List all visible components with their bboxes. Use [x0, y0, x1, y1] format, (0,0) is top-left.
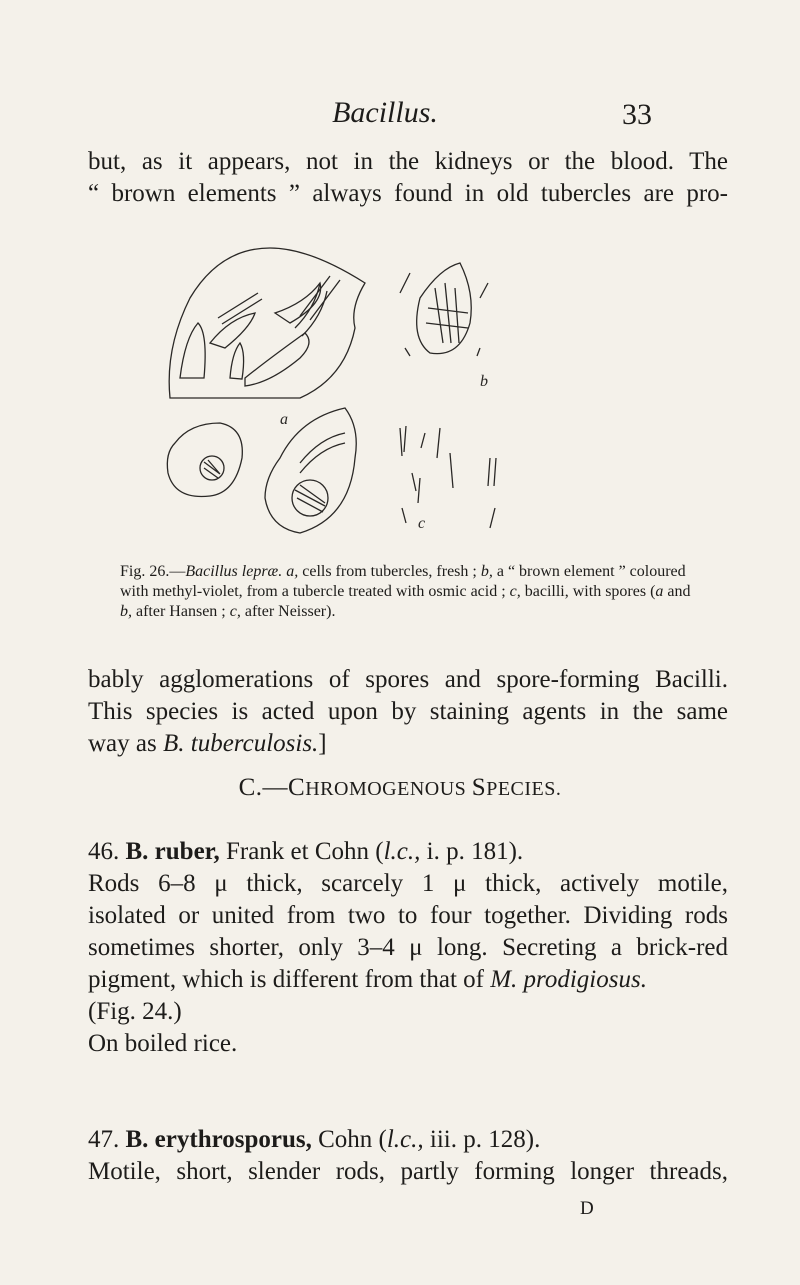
- text-line: bably agglomerations of spores and spore-forming Bacilli.: [88, 666, 728, 693]
- figure-reference: (Fig. 24.): [88, 998, 182, 1025]
- entry-number: 47.: [88, 1126, 126, 1153]
- signature-mark: D: [580, 1198, 594, 1219]
- text-line: [88, 964, 728, 996]
- caption-fig-number: Fig. 26.—: [120, 563, 186, 580]
- entry-author: Frank et Cohn (: [219, 838, 384, 865]
- caption-text: cells from tubercles, fresh ;: [298, 563, 481, 580]
- text-line: sometimes shorter, only 3–4 μ long. Secreting a brick-red: [88, 934, 728, 961]
- caption-key-b: b,: [120, 603, 132, 620]
- figure-label-c: c: [418, 515, 426, 532]
- figure-illustration: [150, 228, 590, 548]
- cell-inner: [245, 333, 309, 386]
- caption-key-c: c,: [509, 583, 521, 600]
- species-name: M. prodigiosus.: [490, 966, 647, 993]
- caption-key-c: c,: [229, 603, 241, 620]
- entry-species-name: B. ruber,: [125, 838, 220, 865]
- text-line: This species is acted upon by staining agents in the same: [88, 698, 728, 725]
- text-run: pigment, which is different from that of: [88, 966, 491, 993]
- cell-inner: [300, 433, 345, 473]
- heading-part: C.—C: [238, 774, 306, 801]
- caption-text: and: [663, 583, 691, 600]
- text-line: but, as it appears, not in the kidneys or the blood. The: [88, 148, 728, 175]
- cell-inner: [230, 343, 244, 379]
- page-number: 33: [622, 98, 652, 131]
- heading-part: S: [471, 774, 487, 801]
- section-heading: [0, 774, 800, 802]
- text-line: Rods 6–8 μ thick, scarcely 1 μ thick, actively motile,: [88, 870, 728, 897]
- caption-text: bacilli, with spores (: [520, 583, 656, 600]
- figure-label-b: b: [480, 373, 488, 390]
- text-line: Motile, short, slender rods, partly forming longer threads,: [88, 1158, 728, 1185]
- caption-text: after Neisser).: [240, 603, 336, 620]
- caption-key-a: a: [655, 583, 664, 600]
- paragraph-top: [88, 146, 728, 210]
- figure-label-a: a: [280, 411, 288, 428]
- entry-author: Cohn (: [311, 1126, 387, 1153]
- culture-medium: On boiled rice.: [88, 1030, 238, 1057]
- cell-outline: [167, 423, 242, 497]
- entry-reference-tail: i. p. 181).: [420, 838, 524, 865]
- brown-element-hatch: [426, 283, 468, 343]
- entry-heading: [88, 836, 728, 868]
- paragraph-mid: [88, 664, 728, 760]
- running-header-title: Bacillus.: [332, 96, 438, 129]
- cell-nucleus-hatch: [204, 460, 220, 478]
- bacilli-cluster: [400, 426, 496, 528]
- caption-species: Bacillus lepræ.: [185, 563, 283, 580]
- cell-inner: [210, 313, 255, 348]
- entry-heading: [88, 1124, 728, 1156]
- heading-part: HROMOGENOUS: [305, 778, 472, 800]
- entry-46: [88, 836, 728, 1060]
- figure-drawing: [150, 228, 590, 548]
- figure-caption: [120, 562, 700, 622]
- cell-outline: [265, 408, 356, 533]
- text-run: way as: [88, 730, 163, 757]
- entry-47: [88, 1124, 728, 1188]
- cell-inner: [180, 323, 205, 378]
- cell-inner: [218, 293, 262, 324]
- text-line: isolated or united from two to four together. Dividing rods: [88, 902, 728, 929]
- brown-element-outline: [417, 263, 472, 354]
- entry-reference: l.c.,: [386, 1126, 424, 1153]
- text-line: [88, 728, 728, 760]
- entry-reference-tail: iii. p. 128).: [423, 1126, 541, 1153]
- cell-nucleus-hatch: [295, 485, 325, 512]
- text-line: “ brown elements ” always found in old tubercles are pro-: [88, 180, 728, 207]
- text-run: ]: [318, 730, 327, 757]
- caption-key-a: a,: [286, 563, 299, 580]
- cell-inner: [295, 283, 327, 336]
- bacillus: [400, 273, 488, 356]
- entry-number: 46.: [88, 838, 126, 865]
- entry-species-name: B. erythrosporus,: [125, 1126, 312, 1153]
- species-name: B. tuberculosis.: [162, 730, 319, 757]
- caption-text: after Hansen ;: [132, 603, 230, 620]
- caption-key-b: b,: [480, 563, 493, 580]
- caption-text: a “ brown element ” coloured with methyl-violet, from a tubercle treated with osmic acid ;: [120, 563, 686, 600]
- heading-part: PECIES.: [486, 778, 562, 800]
- entry-reference: l.c.,: [383, 838, 421, 865]
